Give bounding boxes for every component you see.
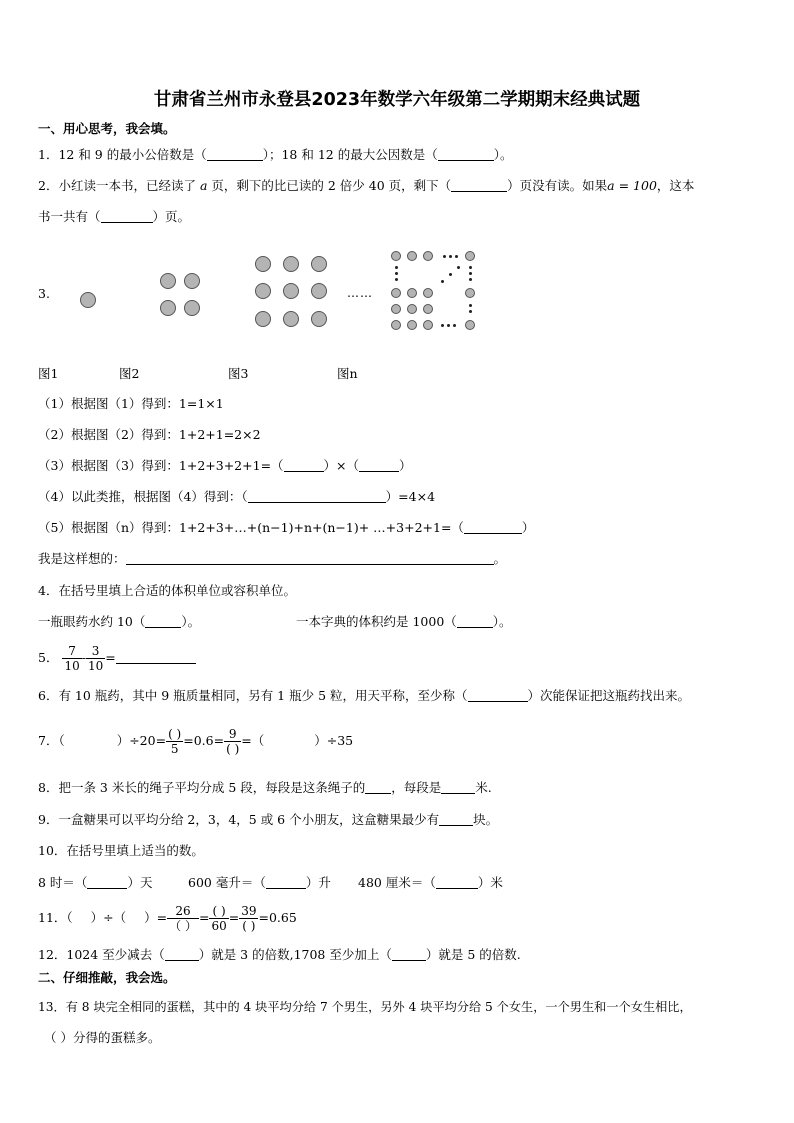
q7-text-e: ）÷35	[314, 733, 354, 748]
q5-fraction-1	[62, 644, 81, 673]
q3-reasoning-end: 。	[493, 551, 507, 566]
figure-2-label: 图2	[119, 366, 140, 381]
q3-step-4-blank[interactable]	[248, 490, 386, 503]
q8-text-b: ，每段是	[391, 780, 442, 795]
q12-blank-2[interactable]	[392, 948, 426, 961]
question-2-cont	[38, 209, 190, 225]
q8-text-c: 米.	[475, 780, 492, 795]
question-13-cont: （ ）分得的蛋糕多。	[44, 1030, 161, 1045]
q5-answer-blank[interactable]	[116, 651, 196, 664]
figure-n-dot	[407, 320, 417, 330]
q5-fraction-1-denominator: 10	[64, 659, 80, 673]
section-1-heading: 一、用心思考，我会填。	[38, 121, 176, 136]
q11-fraction-1	[167, 904, 199, 933]
q3-step-4-text-a: （4）以此类推，根据图（4）得到：（	[38, 489, 248, 504]
figure-n-ellipsis-dot	[449, 273, 452, 276]
figure-n-ellipsis-dot	[395, 266, 398, 269]
q6-text-a: 6．有 10 瓶药，其中 9 瓶质量相同，另有 1 瓶少 5 粒，用天平称，至少称（	[38, 688, 468, 703]
question-9	[38, 812, 498, 828]
q3-reasoning-blank[interactable]	[126, 552, 494, 565]
section-2-heading: 二、仔细推敲，我会选。	[38, 970, 176, 985]
q8-blank-2[interactable]	[441, 781, 475, 794]
q11-fraction-2	[209, 904, 228, 933]
q5-operator: -	[81, 650, 86, 665]
q1-text-c: ）。	[493, 147, 513, 162]
q10-part-2-text-a: 600 毫升＝（	[188, 875, 266, 890]
q10-part-1-text-a: 8 时＝（	[38, 875, 88, 890]
q7-fraction-1-numerator[interactable]: ( )	[168, 727, 182, 741]
q12-blank-1[interactable]	[165, 948, 199, 961]
q1-text-a: 1．12 和 9 的最小公倍数是（	[38, 147, 207, 162]
q2-text-d: ，这本	[656, 178, 695, 193]
question-10-part-3	[358, 875, 503, 891]
figure-3-dot	[311, 256, 327, 272]
figure-2-dot	[184, 273, 200, 289]
q11-equals-2: =	[228, 910, 240, 925]
figure-3-dot	[255, 283, 271, 299]
figure-3-dot	[255, 256, 271, 272]
q3-step-3-blank-1[interactable]	[284, 459, 324, 472]
question-11	[38, 900, 297, 936]
question-2	[38, 178, 694, 194]
figure-n-dot	[391, 251, 401, 261]
figure-1-dot	[80, 292, 96, 308]
q2-blank-1[interactable]	[451, 179, 507, 192]
q3-step-5	[38, 520, 534, 536]
figure-n-ellipsis-dot	[469, 310, 472, 313]
figure-n-dot	[391, 288, 401, 298]
q11-fraction-2-denominator: 60	[211, 919, 227, 933]
q4-part-2-text-b: ）。	[492, 614, 512, 629]
figure-n-dot	[423, 304, 433, 314]
q3-number: 3.	[38, 286, 50, 301]
question-4: 4．在括号里填上合适的体积单位或容积单位。	[38, 583, 296, 598]
q9-blank[interactable]	[439, 813, 473, 826]
q4-part-1-text-a: 一瓶眼药水约 10（	[38, 614, 146, 629]
figure-2-dot	[184, 300, 200, 316]
figure-n-dot	[465, 251, 475, 261]
figure-2-dot	[160, 273, 176, 289]
q11-text-a: 11．（	[38, 910, 73, 925]
q11-fraction-3-denominator[interactable]: ( )	[242, 919, 256, 933]
figure-n-ellipsis-dot	[469, 272, 472, 275]
q4-blank-1[interactable]	[145, 615, 181, 628]
figure-n-ellipsis-dot	[469, 278, 472, 281]
q3-step-5-text-b: ）	[521, 520, 535, 535]
figure-n-ellipsis-dot	[441, 324, 444, 327]
figure-n-dot	[391, 320, 401, 330]
figure-3-dot	[283, 311, 299, 327]
q2-blank-2[interactable]	[101, 210, 153, 223]
figure-n-label: 图n	[337, 366, 358, 381]
q11-fraction-1-denominator[interactable]: （ ）	[169, 919, 197, 933]
q11-fraction-3-numerator: 39	[241, 904, 257, 918]
q7-fraction-2-numerator: 9	[224, 727, 241, 742]
question-10-part-2	[188, 875, 331, 891]
q5-fraction-2-denominator: 10	[87, 659, 104, 673]
question-8	[38, 780, 492, 796]
q5-equals: =	[105, 650, 116, 665]
q3-step-4-text-b: ）=4×4	[385, 489, 436, 504]
figure-n-dot	[423, 320, 433, 330]
q7-text-d: =（	[241, 733, 265, 748]
figure-ellipsis: ……	[347, 286, 373, 300]
q3-step-1: （1）根据图（1）得到：1=1×1	[38, 396, 224, 411]
q3-step-3-text-a: （3）根据图（3）得到：1+2+3+2+1=（	[38, 458, 284, 473]
q10-part-3-text-b: ）米	[477, 875, 503, 890]
q6-blank[interactable]	[468, 689, 528, 702]
q2-variable: a	[199, 178, 208, 193]
q12-text-b: ）就是 3 的倍数,1708 至少加上（	[198, 947, 392, 962]
q10-blank-3[interactable]	[436, 876, 478, 889]
q2-text-e: 书一共有（	[38, 209, 101, 224]
figure-n-ellipsis-dot	[457, 266, 460, 269]
q3-reasoning-label: 我是这样想的：	[38, 551, 126, 566]
question-10-part-1	[38, 875, 152, 891]
q2-text-b: 页，剩下的比已读的 2 倍少 40 页，剩下（	[211, 178, 452, 193]
figure-3-dot	[283, 283, 299, 299]
q10-blank-2[interactable]	[266, 876, 306, 889]
figure-n-dot	[407, 251, 417, 261]
q6-text-b: ）次能保证把这瓶药找出来。	[527, 688, 691, 703]
q11-text-end: =0.65	[258, 910, 297, 925]
q11-text-c: ）=	[144, 910, 168, 925]
q10-blank-1[interactable]	[87, 876, 127, 889]
q12-text-a: 12．1024 至少减去（	[38, 947, 165, 962]
q1-blank-1[interactable]	[207, 148, 263, 161]
q3-step-2: （2）根据图（2）得到：1+2+1=2×2	[38, 427, 261, 442]
question-4-part-2	[296, 614, 512, 630]
q10-part-1-text-b: ）天	[127, 875, 153, 890]
question-1	[38, 147, 512, 163]
figure-n-dot	[465, 320, 475, 330]
q3-step-5-blank[interactable]	[464, 521, 522, 534]
q3-step-4	[38, 489, 435, 505]
figure-n-dot	[465, 288, 475, 298]
question-5	[38, 642, 196, 674]
figure-n-dot	[407, 288, 417, 298]
figure-n-ellipsis-dot	[469, 266, 472, 269]
q5-number: 5．	[38, 650, 59, 665]
q5-fraction-1-numerator: 7	[62, 644, 81, 659]
question-6	[38, 688, 690, 704]
q9-text-a: 9．一盒糖果可以平均分给 2，3，4，5 或 6 个小朋友，这盒糖果最少有	[38, 812, 440, 827]
q9-text-b: 块。	[473, 812, 499, 827]
q3-step-3	[38, 458, 412, 474]
q12-text-c: ）就是 5 的倍数.	[425, 947, 521, 962]
q2-text-f: ）页。	[152, 209, 191, 224]
figure-n-ellipsis-dot	[441, 280, 444, 283]
figure-n-ellipsis-dot	[447, 324, 450, 327]
figure-n-ellipsis-dot	[469, 304, 472, 307]
figure-3-dot	[311, 311, 327, 327]
figure-n-ellipsis-dot	[449, 255, 452, 258]
q5-fraction-2	[86, 644, 105, 673]
q4-blank-2[interactable]	[457, 615, 493, 628]
q11-fraction-2-numerator[interactable]: ( )	[209, 904, 228, 919]
q7-fraction-2-denominator[interactable]: ( )	[226, 742, 240, 756]
figure-3-dot	[311, 283, 327, 299]
q7-fraction-2	[224, 727, 241, 756]
q7-fraction-1-denominator: 5	[170, 742, 179, 756]
figure-n-ellipsis-dot	[395, 278, 398, 281]
figure-n-ellipsis-dot	[443, 255, 446, 258]
figure-3-dot	[255, 311, 271, 327]
q1-text-b: ）；18 和 12 的最大公因数是（	[262, 147, 438, 162]
q4-part-1-text-b: ）。	[181, 614, 201, 629]
q11-fraction-3	[239, 904, 258, 933]
q2-equation: a = 100	[607, 178, 657, 193]
page-title: 甘肃省兰州市永登县2023年数学六年级第二学期期末经典试题	[153, 90, 641, 110]
figure-3-dot	[283, 256, 299, 272]
q3-step-5-text-a: （5）根据图（n）得到：1+2+3+…+(n−1)+n+(n−1)+ …+3+2+1=（	[38, 520, 464, 535]
q11-fraction-1-numerator: 26	[167, 904, 199, 919]
q3-reasoning	[38, 551, 506, 567]
q7-text-a: 7．（	[38, 733, 65, 748]
q7-text-c: =0.6=	[183, 733, 225, 748]
question-13: 13．有 8 块完全相同的蛋糕，其中的 4 块平均分给 7 个男生，另外 4 块平均分给 5 个女生，一个男生和一个女生相比，	[38, 1000, 692, 1014]
q3-step-3-blank-2[interactable]	[359, 459, 399, 472]
figure-n-dot	[391, 304, 401, 314]
question-4-part-1	[38, 614, 200, 630]
q7-text-b: ）÷20=	[116, 733, 167, 748]
question-10: 10．在括号里填上适当的数。	[38, 843, 204, 858]
q10-part-3-text-a: 480 厘米＝（	[358, 875, 436, 890]
figure-n-dot	[407, 304, 417, 314]
q5-fraction-2-numerator: 3	[86, 644, 105, 659]
figure-n-ellipsis-dot	[455, 255, 458, 258]
figure-2-dot	[160, 300, 176, 316]
q3-step-3-text-c: ）	[399, 458, 412, 473]
q10-part-2-text-b: ）升	[305, 875, 331, 890]
question-12	[38, 947, 521, 963]
figure-1-label: 图1	[38, 366, 59, 381]
q2-text-c: ）页没有读。如果	[507, 178, 608, 193]
q3-step-3-text-b: ）×（	[323, 458, 360, 473]
q7-fraction-1	[166, 727, 183, 756]
q4-part-2-text-a: 一本字典的体积约是 1000（	[296, 614, 457, 629]
q8-blank-1[interactable]	[365, 781, 391, 794]
q8-text-a: 8．把一条 3 米长的绳子平均分成 5 段，每段是这条绳子的	[38, 780, 366, 795]
figure-n-dot	[423, 288, 433, 298]
q1-blank-2[interactable]	[438, 148, 494, 161]
figure-n-ellipsis-dot	[395, 272, 398, 275]
question-7	[38, 722, 353, 760]
q2-text-a: 2．小红读一本书，已经读了	[38, 178, 196, 193]
figure-n-ellipsis-dot	[453, 324, 456, 327]
figure-n-dot	[423, 251, 433, 261]
figure-3-label: 图3	[228, 366, 249, 381]
q11-equals-1: =	[198, 910, 210, 925]
q11-text-b: ）÷（	[90, 910, 127, 925]
